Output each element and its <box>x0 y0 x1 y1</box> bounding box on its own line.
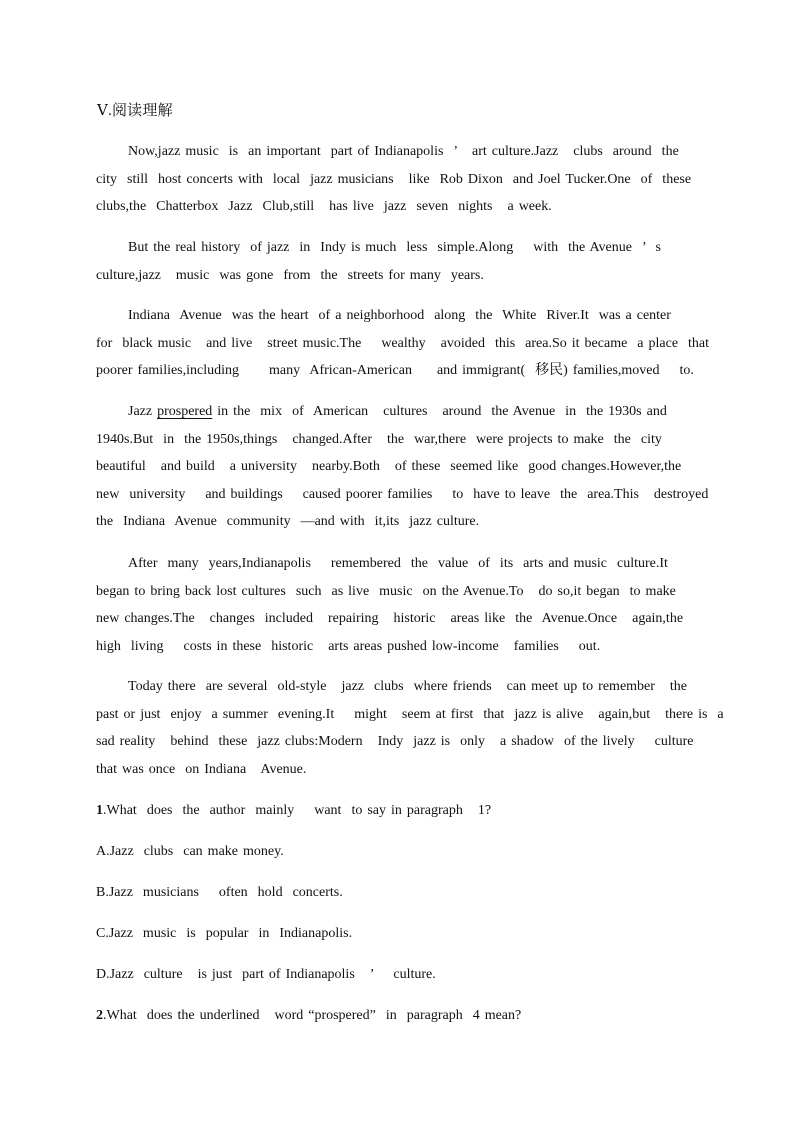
paragraph-line: But the real history of jazz in Indy is much less simple.Along with the Avenue ’ s <box>128 240 662 255</box>
question-number: 2 <box>96 1008 103 1023</box>
question-text: .What does the author mainly want to say in paragraph 1? <box>103 803 492 818</box>
paragraph-line: city still host concerts with local jazz musicians like Rob Dixon and Joel Tucker.One of these <box>96 171 692 187</box>
paragraph-5 <box>96 550 702 660</box>
paragraph-line: poorer families,including many African-American and immigrant( 移民) families,moved to. <box>96 363 694 379</box>
question-1 <box>96 801 491 821</box>
option-c: C.Jazz music is popular in Indianapolis. <box>96 926 353 941</box>
question-number: 1 <box>96 803 103 818</box>
paragraph-line: beautiful and build a university nearby.Both of these seemed like good changes.However,the <box>96 459 682 475</box>
option-b: B.Jazz musicians often hold concerts. <box>96 885 343 900</box>
paragraph-4 <box>96 398 709 536</box>
paragraph-line: Now,jazz music is an important part of Indianapolis ’ art culture.Jazz clubs around the <box>128 144 679 159</box>
paragraph-line: new university and buildings caused poorer families to have to leave the area.This destroyed <box>96 486 709 502</box>
paragraph-line: high living costs in these historic arts areas pushed low-income families out. <box>96 638 601 654</box>
paragraph-line: new changes.The changes included repairing historic areas like the Avenue.Once again,the <box>96 611 684 627</box>
paragraph-line: the Indiana Avenue community —and with it,its jazz culture. <box>96 514 480 530</box>
paragraph-2 <box>96 234 702 289</box>
paragraph-line: for black music and live street music.The wealthy avoided this area.So it became a place that <box>96 335 710 351</box>
paragraph-line: that was once on Indiana Avenue. <box>96 761 307 777</box>
paragraph-line: culture,jazz music was gone from the streets for many years. <box>96 267 484 283</box>
paragraph-3 <box>96 302 710 385</box>
question-2 <box>96 1006 521 1026</box>
section-title: Ⅴ.阅读理解 <box>97 103 173 119</box>
paragraph-line: began to bring back lost cultures such as live music on the Avenue.To do so,it began to make <box>96 583 676 599</box>
paragraph-line: Today there are several old-style jazz clubs where friends can meet up to remember the <box>128 679 688 694</box>
paragraph-1 <box>96 138 702 221</box>
paragraph-line: clubs,the Chatterbox Jazz Club,still has live jazz seven nights a week. <box>96 199 552 215</box>
underlined-word: prospered <box>157 404 213 419</box>
question-text: .What does the underlined word “prospered” in paragraph 4 mean? <box>103 1008 522 1023</box>
option-a: A.Jazz clubs can make money. <box>96 844 284 859</box>
paragraph-line: After many years,Indianapolis remembered the value of its arts and music culture.It <box>128 556 668 571</box>
paragraph-6 <box>96 673 724 783</box>
paragraph-line: Jazz prospered in the mix of American cultures around the Avenue in the 1930s and <box>128 404 667 419</box>
option-d: D.Jazz culture is just part of Indianapolis ’ culture. <box>96 967 436 982</box>
paragraph-line: 1940s.But in the 1950s,things changed.After the war,there were projects to make the city <box>96 431 662 447</box>
paragraph-line: past or just enjoy a summer evening.It might seem at first that jazz is alive again,but there is a <box>96 706 724 722</box>
paragraph-line: Indiana Avenue was the heart of a neighborhood along the White River.It was a center <box>128 308 671 323</box>
paragraph-line: sad reality behind these jazz clubs:Modern Indy jazz is only a shadow of the lively culture <box>96 734 694 750</box>
